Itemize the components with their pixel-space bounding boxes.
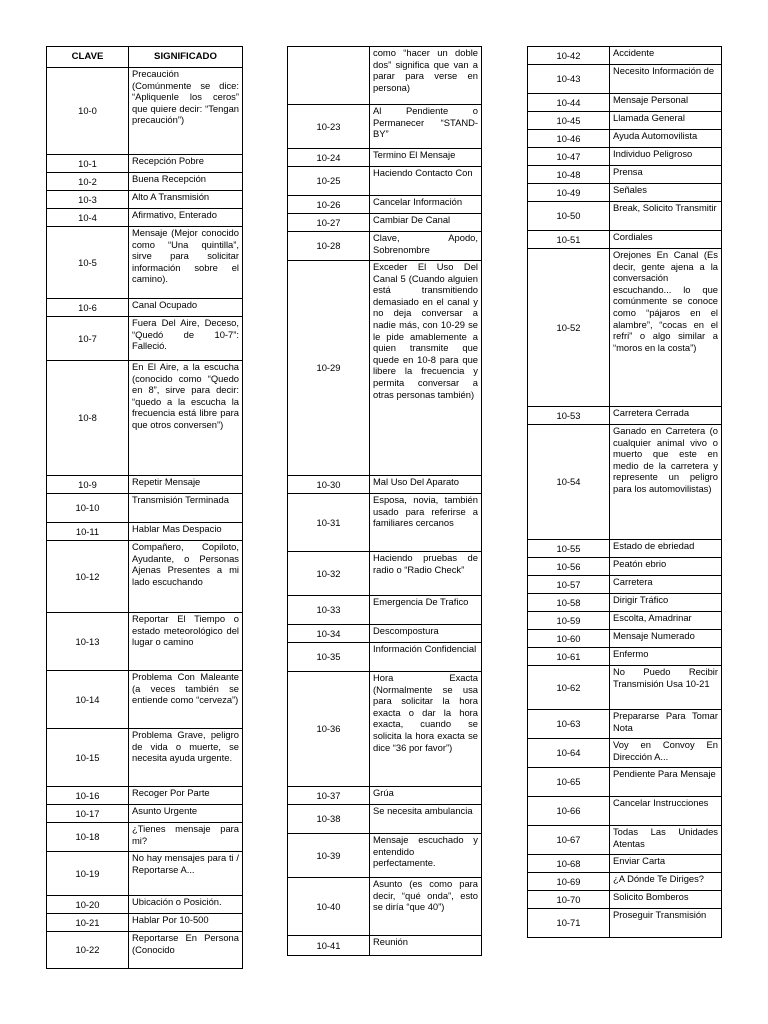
table-row [528, 768, 722, 797]
meaning-cell: Hora Exacta (Normalmente se usa para solicitar la hora exacta o dar la hora exacta, cuando se solicita la hora exacta se dice “36 por favor”) [370, 672, 482, 787]
code-cell: 10-40 [288, 878, 370, 936]
meaning-cell: Grúa [370, 787, 482, 805]
code-cell: 10-54 [528, 425, 610, 540]
table-row [288, 787, 482, 805]
code-cell: 10-10 [47, 494, 129, 523]
meaning-cell: Necesito Información de [610, 65, 722, 94]
code-cell: 10-66 [528, 797, 610, 826]
meaning-cell: Ganado en Carretera (o cualquier animal vivo o muerto que este en medio de la carretera y represente un peligro para los automovilistas) [610, 425, 722, 540]
meaning-cell: Llamada General [610, 112, 722, 130]
meaning-cell: Afirmativo, Enterado [129, 209, 243, 227]
meaning-cell: Cancelar Información [370, 196, 482, 214]
code-cell: 10-35 [288, 643, 370, 672]
code-cell: 10-50 [528, 202, 610, 231]
code-cell: 10-56 [528, 558, 610, 576]
table-row [528, 891, 722, 909]
table-row [288, 878, 482, 936]
code-cell: 10-30 [288, 476, 370, 494]
meaning-cell: Cordiales [610, 231, 722, 249]
code-cell: 10-59 [528, 612, 610, 630]
table-row [528, 130, 722, 148]
code-cell: 10-7 [47, 317, 129, 361]
table-row [47, 209, 243, 227]
table-row [528, 47, 722, 65]
meaning-cell: Mal Uso Del Aparato [370, 476, 482, 494]
meaning-cell: Ubicación o Posición. [129, 896, 243, 914]
meaning-cell: Haciendo Contacto Con [370, 167, 482, 196]
code-cell: 10-28 [288, 232, 370, 261]
table-row [528, 855, 722, 873]
table-row [288, 494, 482, 552]
table-row [528, 231, 722, 249]
code-cell: 10-9 [47, 476, 129, 494]
meaning-cell: Mensaje Personal [610, 94, 722, 112]
code-cell: 10-43 [528, 65, 610, 94]
code-cell: 10-57 [528, 576, 610, 594]
table-row [528, 249, 722, 407]
table-row [528, 826, 722, 855]
code-cell: 10-68 [528, 855, 610, 873]
table-row [288, 261, 482, 476]
table-row [47, 227, 243, 299]
table-row [528, 407, 722, 425]
code-cell: 10-51 [528, 231, 610, 249]
codes-table-col3 [527, 46, 722, 938]
table-row [528, 909, 722, 938]
code-cell: 10-58 [528, 594, 610, 612]
code-cell: 10-47 [528, 148, 610, 166]
table-row [47, 361, 243, 476]
meaning-cell: ¿A Dónde Te Diriges? [610, 873, 722, 891]
meaning-cell: Hablar Mas Despacio [129, 523, 243, 541]
code-cell: 10-32 [288, 552, 370, 596]
meaning-cell: Alto A Transmisión [129, 191, 243, 209]
table-row [288, 625, 482, 643]
meaning-cell: Descompostura [370, 625, 482, 643]
table-row [47, 155, 243, 173]
meaning-cell: Fuera Del Aire, Deceso, “Quedó de 10-7”: Falleció. [129, 317, 243, 361]
code-cell: 10-26 [288, 196, 370, 214]
code-cell: 10-25 [288, 167, 370, 196]
meaning-cell: Asunto (es como para decir, “qué onda”, esto se diría “que 40”) [370, 878, 482, 936]
meaning-cell: Cancelar Instrucciones [610, 797, 722, 826]
code-cell: 10-63 [528, 710, 610, 739]
table-row [47, 299, 243, 317]
code-cell: 10-33 [288, 596, 370, 625]
meaning-cell: En El Aire, a la escucha (conocido como “Quedo en 8”, sirve para decir: “quedo a la escucha la frecuencia está libre para que otros conversen”) [129, 361, 243, 476]
meaning-cell: Peatón ebrio [610, 558, 722, 576]
table-row [528, 576, 722, 594]
code-cell: 10-45 [528, 112, 610, 130]
code-cell: 10-71 [528, 909, 610, 938]
table-row [528, 166, 722, 184]
table-row [528, 648, 722, 666]
meaning-cell: Solicito Bomberos [610, 891, 722, 909]
table-row [288, 936, 482, 956]
meaning-cell: Problema Grave, peligro de vida o muerte, se necesita ayuda urgente. [129, 729, 243, 787]
code-cell: 10-69 [528, 873, 610, 891]
code-cell: 10-14 [47, 671, 129, 729]
meaning-cell: No Puedo Recibir Transmisión Usa 10-21 [610, 666, 722, 710]
meaning-cell: Buena Recepción [129, 173, 243, 191]
table-row [528, 184, 722, 202]
table-row [47, 191, 243, 209]
meaning-cell: Prepararse Para Tomar Nota [610, 710, 722, 739]
meaning-cell: Recoger Por Parte [129, 787, 243, 805]
code-cell: 10-34 [288, 625, 370, 643]
meaning-cell: Compañero, Copiloto, Ayudante, o Personas Ajenas Presentes a mi lado escuchando [129, 541, 243, 613]
table-row [47, 823, 243, 852]
code-cell: 10-12 [47, 541, 129, 613]
code-cell: 10-13 [47, 613, 129, 671]
table-row [47, 914, 243, 932]
table-row [288, 47, 482, 105]
code-cell: 10-60 [528, 630, 610, 648]
code-cell: 10-38 [288, 805, 370, 834]
code-cell: 10-70 [528, 891, 610, 909]
meaning-cell: Cambiar De Canal [370, 214, 482, 232]
meaning-cell: Información Confidencial [370, 643, 482, 672]
meaning-cell: Enfermo [610, 648, 722, 666]
table-row [47, 932, 243, 969]
table-row [47, 523, 243, 541]
code-cell [288, 47, 370, 105]
table-row [288, 214, 482, 232]
table-row [47, 494, 243, 523]
table-row [288, 105, 482, 149]
meaning-cell: Transmisión Terminada [129, 494, 243, 523]
table-row [528, 666, 722, 710]
meaning-cell: como “hacer un doble dos” significa que van a parar para verse en persona) [370, 47, 482, 105]
meaning-cell: Asunto Urgente [129, 805, 243, 823]
table-row [528, 65, 722, 94]
meaning-cell: Mensaje Numerado [610, 630, 722, 648]
code-cell: 10-5 [47, 227, 129, 299]
meaning-cell: Repetir Mensaje [129, 476, 243, 494]
meaning-cell: Reportarse En Persona (Conocido [129, 932, 243, 969]
table-row [47, 852, 243, 896]
meaning-cell: Todas Las Unidades Atentas [610, 826, 722, 855]
meaning-cell: Proseguir Transmisión [610, 909, 722, 938]
meaning-cell: Señales [610, 184, 722, 202]
code-cell: 10-4 [47, 209, 129, 227]
meaning-cell: No hay mensajes para ti / Reportarse A... [129, 852, 243, 896]
meaning-cell: Esposa, novia, también usado para referirse a familiares cercanos [370, 494, 482, 552]
meaning-cell: Mensaje escuchado y entendido perfectamente. [370, 834, 482, 878]
code-cell: 10-48 [528, 166, 610, 184]
table-row [528, 540, 722, 558]
table-row [528, 148, 722, 166]
code-cell: 10-8 [47, 361, 129, 476]
meaning-cell: Recepción Pobre [129, 155, 243, 173]
table-row [288, 196, 482, 214]
meaning-cell: Se necesita ambulancia [370, 805, 482, 834]
meaning-cell: Accidente [610, 47, 722, 65]
table-row [47, 173, 243, 191]
meaning-cell: Hablar Por 10-500 [129, 914, 243, 932]
code-cell: 10-23 [288, 105, 370, 149]
table-row [47, 805, 243, 823]
table-row [288, 805, 482, 834]
meaning-cell: Break, Solicito Transmitir [610, 202, 722, 231]
table-row [47, 613, 243, 671]
meaning-cell: Enviar Carta [610, 855, 722, 873]
table-row [528, 94, 722, 112]
code-cell: 10-3 [47, 191, 129, 209]
table-row [528, 202, 722, 231]
codes-table-col2 [287, 46, 482, 956]
meaning-cell: Reportar El Tiempo o estado meteorológico del lugar o camino [129, 613, 243, 671]
code-cell: 10-19 [47, 852, 129, 896]
code-cell: 10-17 [47, 805, 129, 823]
table-row [47, 317, 243, 361]
table-row [288, 476, 482, 494]
meaning-cell: Ayuda Automovilista [610, 130, 722, 148]
meaning-cell: Escolta, Amadrinar [610, 612, 722, 630]
meaning-cell: Haciendo pruebas de radio o “Radio Check” [370, 552, 482, 596]
code-cell: 10-11 [47, 523, 129, 541]
code-cell: 10-39 [288, 834, 370, 878]
table-row [288, 232, 482, 261]
table-row [528, 797, 722, 826]
code-cell: 10-1 [47, 155, 129, 173]
table-row [528, 112, 722, 130]
table-row [47, 68, 243, 155]
code-cell: 10-27 [288, 214, 370, 232]
code-cell: 10-6 [47, 299, 129, 317]
meaning-cell: Emergencia De Trafico [370, 596, 482, 625]
header-clave: CLAVE [47, 47, 129, 68]
header-significado: SIGNIFICADO [129, 47, 243, 68]
table-row [528, 710, 722, 739]
meaning-cell: Al Pendiente o Permanecer “STAND-BY” [370, 105, 482, 149]
meaning-cell: Voy en Convoy En Dirección A... [610, 739, 722, 768]
code-cell: 10-22 [47, 932, 129, 969]
meaning-cell: Dirigir Tráfico [610, 594, 722, 612]
meaning-cell: Orejones En Canal (Es decir, gente ajena a la conversación escuchando... lo que comúnmente se conoce como “pájaros en el alambre”, “cocas en el refri” o algo similar a “moros en la costa”) [610, 249, 722, 407]
code-cell: 10-20 [47, 896, 129, 914]
table-row [47, 671, 243, 729]
code-cell: 10-0 [47, 68, 129, 155]
table-row [528, 873, 722, 891]
table-row [288, 149, 482, 167]
meaning-cell: Reunión [370, 936, 482, 956]
code-cell: 10-24 [288, 149, 370, 167]
code-cell: 10-67 [528, 826, 610, 855]
table-row [47, 896, 243, 914]
meaning-cell: Clave, Apodo, Sobrenombre [370, 232, 482, 261]
meaning-cell: Mensaje (Mejor conocido como “Una quintilla”, sirve para solicitar información sobre el camino). [129, 227, 243, 299]
meaning-cell: Individuo Peligroso [610, 148, 722, 166]
code-cell: 10-64 [528, 739, 610, 768]
meaning-cell: Canal Ocupado [129, 299, 243, 317]
code-cell: 10-65 [528, 768, 610, 797]
code-cell: 10-62 [528, 666, 610, 710]
code-cell: 10-37 [288, 787, 370, 805]
code-cell: 10-16 [47, 787, 129, 805]
meaning-cell: Estado de ebriedad [610, 540, 722, 558]
meaning-cell: ¿Tienes mensaje para mi? [129, 823, 243, 852]
table-row [528, 425, 722, 540]
code-cell: 10-29 [288, 261, 370, 476]
meaning-cell: Problema Con Maleante (a veces también se entiende como “cerveza”) [129, 671, 243, 729]
code-cell: 10-44 [528, 94, 610, 112]
table-row [528, 594, 722, 612]
code-cell: 10-61 [528, 648, 610, 666]
table-row [47, 476, 243, 494]
code-cell: 10-18 [47, 823, 129, 852]
table-row [47, 729, 243, 787]
code-cell: 10-42 [528, 47, 610, 65]
meaning-cell: Prensa [610, 166, 722, 184]
code-cell: 10-46 [528, 130, 610, 148]
table-row [288, 596, 482, 625]
table-row [288, 552, 482, 596]
table-row [288, 167, 482, 196]
meaning-cell: Exceder El Uso Del Canal 5 (Cuando alguien está transmitiendo demasiado en el canal y no deja conversar a nadie más, con 10-29 se le pide amablemente a quien transmite que quede en 10-8 para que libere la frecuencia y permita conversar a otras personas también) [370, 261, 482, 476]
meaning-cell: Precaución (Comúnmente se dice: “Apliquenle los ceros” que quiere decir: “Tengan precaución”) [129, 68, 243, 155]
code-cell: 10-41 [288, 936, 370, 956]
code-cell: 10-31 [288, 494, 370, 552]
table-row [528, 612, 722, 630]
table-row [47, 541, 243, 613]
table-row [528, 558, 722, 576]
code-cell: 10-36 [288, 672, 370, 787]
code-cell: 10-15 [47, 729, 129, 787]
code-cell: 10-49 [528, 184, 610, 202]
table-row [288, 643, 482, 672]
code-cell: 10-55 [528, 540, 610, 558]
code-cell: 10-53 [528, 407, 610, 425]
table-row [528, 630, 722, 648]
code-cell: 10-2 [47, 173, 129, 191]
table-header-row [47, 47, 243, 68]
meaning-cell: Carretera [610, 576, 722, 594]
meaning-cell: Carretera Cerrada [610, 407, 722, 425]
codes-table-col1 [46, 46, 243, 969]
meaning-cell: Termino El Mensaje [370, 149, 482, 167]
table-row [47, 787, 243, 805]
table-row [288, 672, 482, 787]
code-cell: 10-52 [528, 249, 610, 407]
table-row [288, 834, 482, 878]
code-cell: 10-21 [47, 914, 129, 932]
meaning-cell: Pendiente Para Mensaje [610, 768, 722, 797]
table-row [528, 739, 722, 768]
